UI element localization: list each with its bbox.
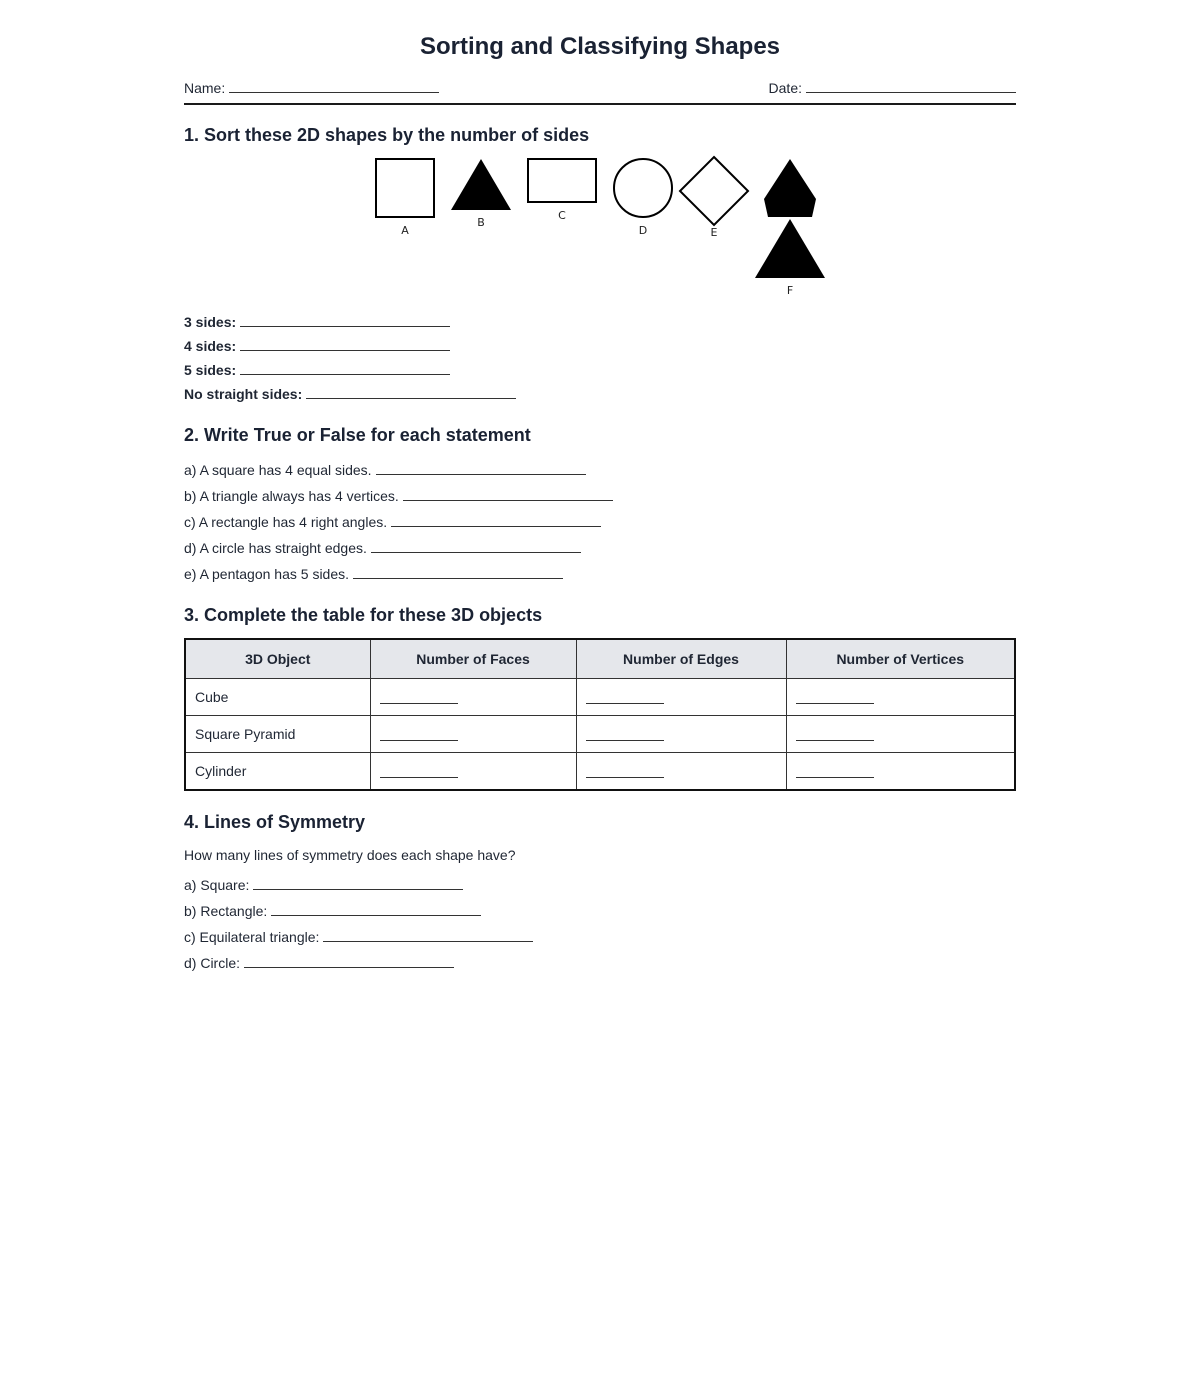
sides-label: 5 sides: bbox=[184, 362, 237, 378]
answer-blank[interactable] bbox=[306, 384, 516, 399]
sides-label: No straight sides: bbox=[184, 386, 303, 402]
symmetry-label: d) Circle: bbox=[184, 955, 241, 971]
answer-blank[interactable] bbox=[240, 336, 450, 351]
statement-text: a) A square has 4 equal sides. bbox=[184, 462, 372, 478]
name-label: Name: bbox=[184, 80, 226, 96]
statement-text: e) A pentagon has 5 sides. bbox=[184, 566, 350, 582]
shape-d-circle bbox=[614, 159, 672, 217]
name-blank[interactable] bbox=[229, 78, 439, 93]
answer-blank[interactable] bbox=[240, 360, 450, 375]
name-date-row bbox=[184, 78, 1016, 96]
table-row bbox=[185, 679, 1015, 716]
shape-e-diamond bbox=[680, 157, 748, 225]
shape-label-c: C bbox=[558, 209, 566, 222]
faces-cell[interactable] bbox=[370, 753, 576, 791]
statement-text: c) A rectangle has 4 right angles. bbox=[184, 514, 388, 530]
statement-a[interactable] bbox=[184, 460, 586, 478]
table-row bbox=[185, 716, 1015, 753]
answer-blank[interactable] bbox=[380, 724, 458, 741]
shape-label-b: B bbox=[477, 216, 485, 229]
q2-heading: 2. Write True or False for each statement bbox=[184, 425, 531, 445]
answer-blank[interactable] bbox=[380, 687, 458, 704]
answer-blank[interactable] bbox=[323, 927, 533, 942]
sides-row-3[interactable] bbox=[184, 312, 450, 330]
shape-label-a: A bbox=[401, 224, 409, 237]
q4-heading: 4. Lines of Symmetry bbox=[184, 812, 366, 832]
q1-heading: 1. Sort these 2D shapes by the number of sides bbox=[184, 125, 590, 145]
date-blank[interactable] bbox=[806, 78, 1016, 93]
sides-label: 3 sides: bbox=[184, 314, 237, 330]
date-label: Date: bbox=[768, 80, 802, 96]
answer-blank[interactable] bbox=[796, 687, 874, 704]
symmetry-item-rectangle[interactable] bbox=[184, 901, 481, 919]
object-name: Cylinder bbox=[185, 753, 370, 791]
sides-row-4[interactable] bbox=[184, 336, 450, 354]
name-field[interactable] bbox=[184, 80, 439, 96]
column-header: Number of Vertices bbox=[786, 639, 1015, 679]
edges-cell[interactable] bbox=[576, 753, 786, 791]
symmetry-item-triangle[interactable] bbox=[184, 927, 533, 945]
statement-c[interactable] bbox=[184, 512, 601, 530]
shape-a-square bbox=[376, 159, 434, 217]
symmetry-prompt: How many lines of symmetry does each shape have? bbox=[184, 847, 516, 863]
answer-blank[interactable] bbox=[586, 687, 664, 704]
symmetry-label: b) Rectangle: bbox=[184, 903, 268, 919]
answer-blank[interactable] bbox=[796, 761, 874, 778]
symmetry-label: c) Equilateral triangle: bbox=[184, 929, 320, 945]
statement-text: d) A circle has straight edges. bbox=[184, 540, 367, 556]
shape-label-d: D bbox=[638, 224, 648, 237]
edges-cell[interactable] bbox=[576, 679, 786, 716]
answer-blank[interactable] bbox=[391, 512, 601, 527]
column-header: 3D Object bbox=[185, 639, 370, 679]
edges-cell[interactable] bbox=[576, 716, 786, 753]
date-field[interactable] bbox=[769, 78, 1016, 96]
shape-f-pentagon bbox=[764, 159, 816, 217]
symmetry-label: a) Square: bbox=[184, 877, 250, 893]
shape-f-triangle bbox=[755, 219, 825, 278]
statement-d[interactable] bbox=[184, 538, 581, 556]
statement-b[interactable] bbox=[184, 486, 613, 504]
symmetry-item-square[interactable] bbox=[184, 875, 463, 893]
object-name: Cube bbox=[185, 679, 370, 716]
answer-blank[interactable] bbox=[371, 538, 581, 553]
page-title: Sorting and Classifying Shapes bbox=[419, 33, 781, 60]
statement-text: b) A triangle always has 4 vertices. bbox=[184, 488, 399, 504]
object-name: Square Pyramid bbox=[185, 716, 370, 753]
column-header: Number of Edges bbox=[576, 639, 786, 679]
answer-blank[interactable] bbox=[244, 953, 454, 968]
answer-blank[interactable] bbox=[380, 761, 458, 778]
answer-blank[interactable] bbox=[586, 761, 664, 778]
vertices-cell[interactable] bbox=[786, 716, 1015, 753]
shape-c-rectangle bbox=[528, 159, 596, 202]
answer-blank[interactable] bbox=[271, 901, 481, 916]
q3-heading: 3. Complete the table for these 3D objects bbox=[184, 605, 543, 625]
sides-row-5[interactable] bbox=[184, 360, 450, 378]
shape-label-e: E bbox=[710, 226, 718, 239]
answer-blank[interactable] bbox=[376, 460, 586, 475]
answer-blank[interactable] bbox=[796, 724, 874, 741]
answer-blank[interactable] bbox=[353, 564, 563, 579]
shape-label-f: F bbox=[786, 284, 794, 297]
shape-b-triangle bbox=[451, 159, 511, 210]
column-header: Number of Faces bbox=[370, 639, 576, 679]
answer-blank[interactable] bbox=[253, 875, 463, 890]
symmetry-item-circle[interactable] bbox=[184, 953, 454, 971]
sides-label: 4 sides: bbox=[184, 338, 237, 354]
vertices-cell[interactable] bbox=[786, 679, 1015, 716]
sides-row-none[interactable] bbox=[184, 384, 516, 402]
vertices-cell[interactable] bbox=[786, 753, 1015, 791]
table-row bbox=[185, 753, 1015, 791]
answer-blank[interactable] bbox=[403, 486, 613, 501]
faces-cell[interactable] bbox=[370, 679, 576, 716]
table-header-row bbox=[185, 639, 1015, 679]
answer-blank[interactable] bbox=[240, 312, 450, 327]
statement-e[interactable] bbox=[184, 564, 563, 582]
header-divider bbox=[184, 103, 1016, 105]
3d-objects-table bbox=[184, 638, 1016, 791]
answer-blank[interactable] bbox=[586, 724, 664, 741]
faces-cell[interactable] bbox=[370, 716, 576, 753]
shapes-figure bbox=[184, 150, 1016, 290]
